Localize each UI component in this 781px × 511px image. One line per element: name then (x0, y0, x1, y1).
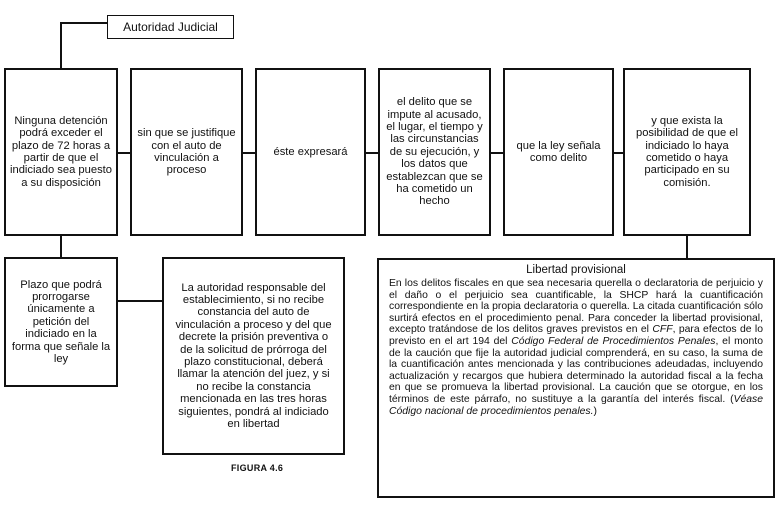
law-defines-text: que la ley señala como delito (516, 139, 601, 164)
connector-box1-plazo (60, 236, 62, 257)
expression-text: éste expresará (273, 145, 348, 158)
libertad-provisional-title: Libertad provisional (526, 264, 626, 276)
justification-box (130, 68, 243, 236)
connector-box2-box3 (243, 152, 255, 154)
expression-box (255, 68, 366, 236)
justification-text: sin que se justifique con el auto de vinculación a proceso (137, 127, 236, 177)
connector-header-horizontal (60, 22, 108, 24)
libertad-provisional-text: En los delitos fiscales en que sea necesaria querella o declaratoria de perjuicio y el daño o el perjuicio sea cuantificable, la SHCP hará la cuantificación correspondiente en la propia declaratoria o querella. La citada cuantificación sólo surtirá efectos en el procedimiento penal. Para conceder la libertad provisional, excepto tratándose de los delitos graves previstos en el CFF, para efectos de lo previsto en el art 194 del Código Federal de Procedimientos Penales, el monto de la caución que fije la autoridad judicial comprenderá, en su caso, la suma de la cuantificación antes mencionada y las contribuciones adeudadas, incluyendo actualización y recargos que hubiera determinado la autoridad fiscal a la fecha en que se promueva la libertad provisional. La caución que se otorgue, en los términos de este párrafo, no sustituye a la garantía del interés fiscal. (Véase Código nacional de procedimientos penales.) (389, 278, 763, 417)
connector-plazo-autoridad (118, 300, 162, 302)
vease-ref: Véase Código nacional de procedimientos penales. (389, 393, 763, 417)
crime-details-box (378, 68, 491, 236)
autoridad-judicial-label: Autoridad Judicial (123, 20, 218, 34)
possibility-box (623, 68, 751, 236)
libertad-provisional-panel (377, 258, 775, 498)
extension-box (4, 257, 118, 387)
connector-box6-libertad (686, 236, 688, 258)
autoridad-judicial-box (107, 15, 234, 39)
establishment-authority-text: La autoridad responsable del establecimiento, si no recibe constancia del auto de vinculación a proceso y del que decrete la prisión preventiva o de la solicitud de prórroga del plazo constitucional, deberá llamar la atención del juez, y si no recibe la constancia mencionada en las tres horas siguientes, pondrá al indiciado en libertad (175, 281, 332, 431)
connector-box3-box4 (366, 152, 378, 154)
extension-text: Plazo que podrá prorrogarse únicamente a petición del indiciado en la forma que señale la ley (11, 278, 111, 366)
connector-box5-box6 (614, 152, 623, 154)
possibility-text: y que exista la posibilidad de que el indiciado lo haya cometido o haya participado en su comisión. (635, 114, 738, 189)
cff-ref: CFF (652, 324, 673, 336)
law-defines-box (503, 68, 614, 236)
figure-caption: FIGURA 4.6 (231, 463, 284, 473)
crime-details-text: el delito que se impute al acusado, el lugar, el tiempo y las circunstancias de su ejecución, y los datos que establezcan que se ha cometido un hecho (386, 96, 483, 208)
establishment-authority-box (162, 257, 345, 455)
connector-box4-box5 (491, 152, 503, 154)
connector-header-vertical (60, 22, 62, 68)
detention-limit-text: Ninguna detención podrá exceder el plazo de 72 horas a partir de que el indiciado sea puesto a su disposición (10, 114, 113, 189)
connector-box1-box2 (118, 152, 130, 154)
codigo-federal-ref: Código Federal de Procedimientos Penales (511, 335, 716, 347)
detention-limit-box (4, 68, 118, 236)
